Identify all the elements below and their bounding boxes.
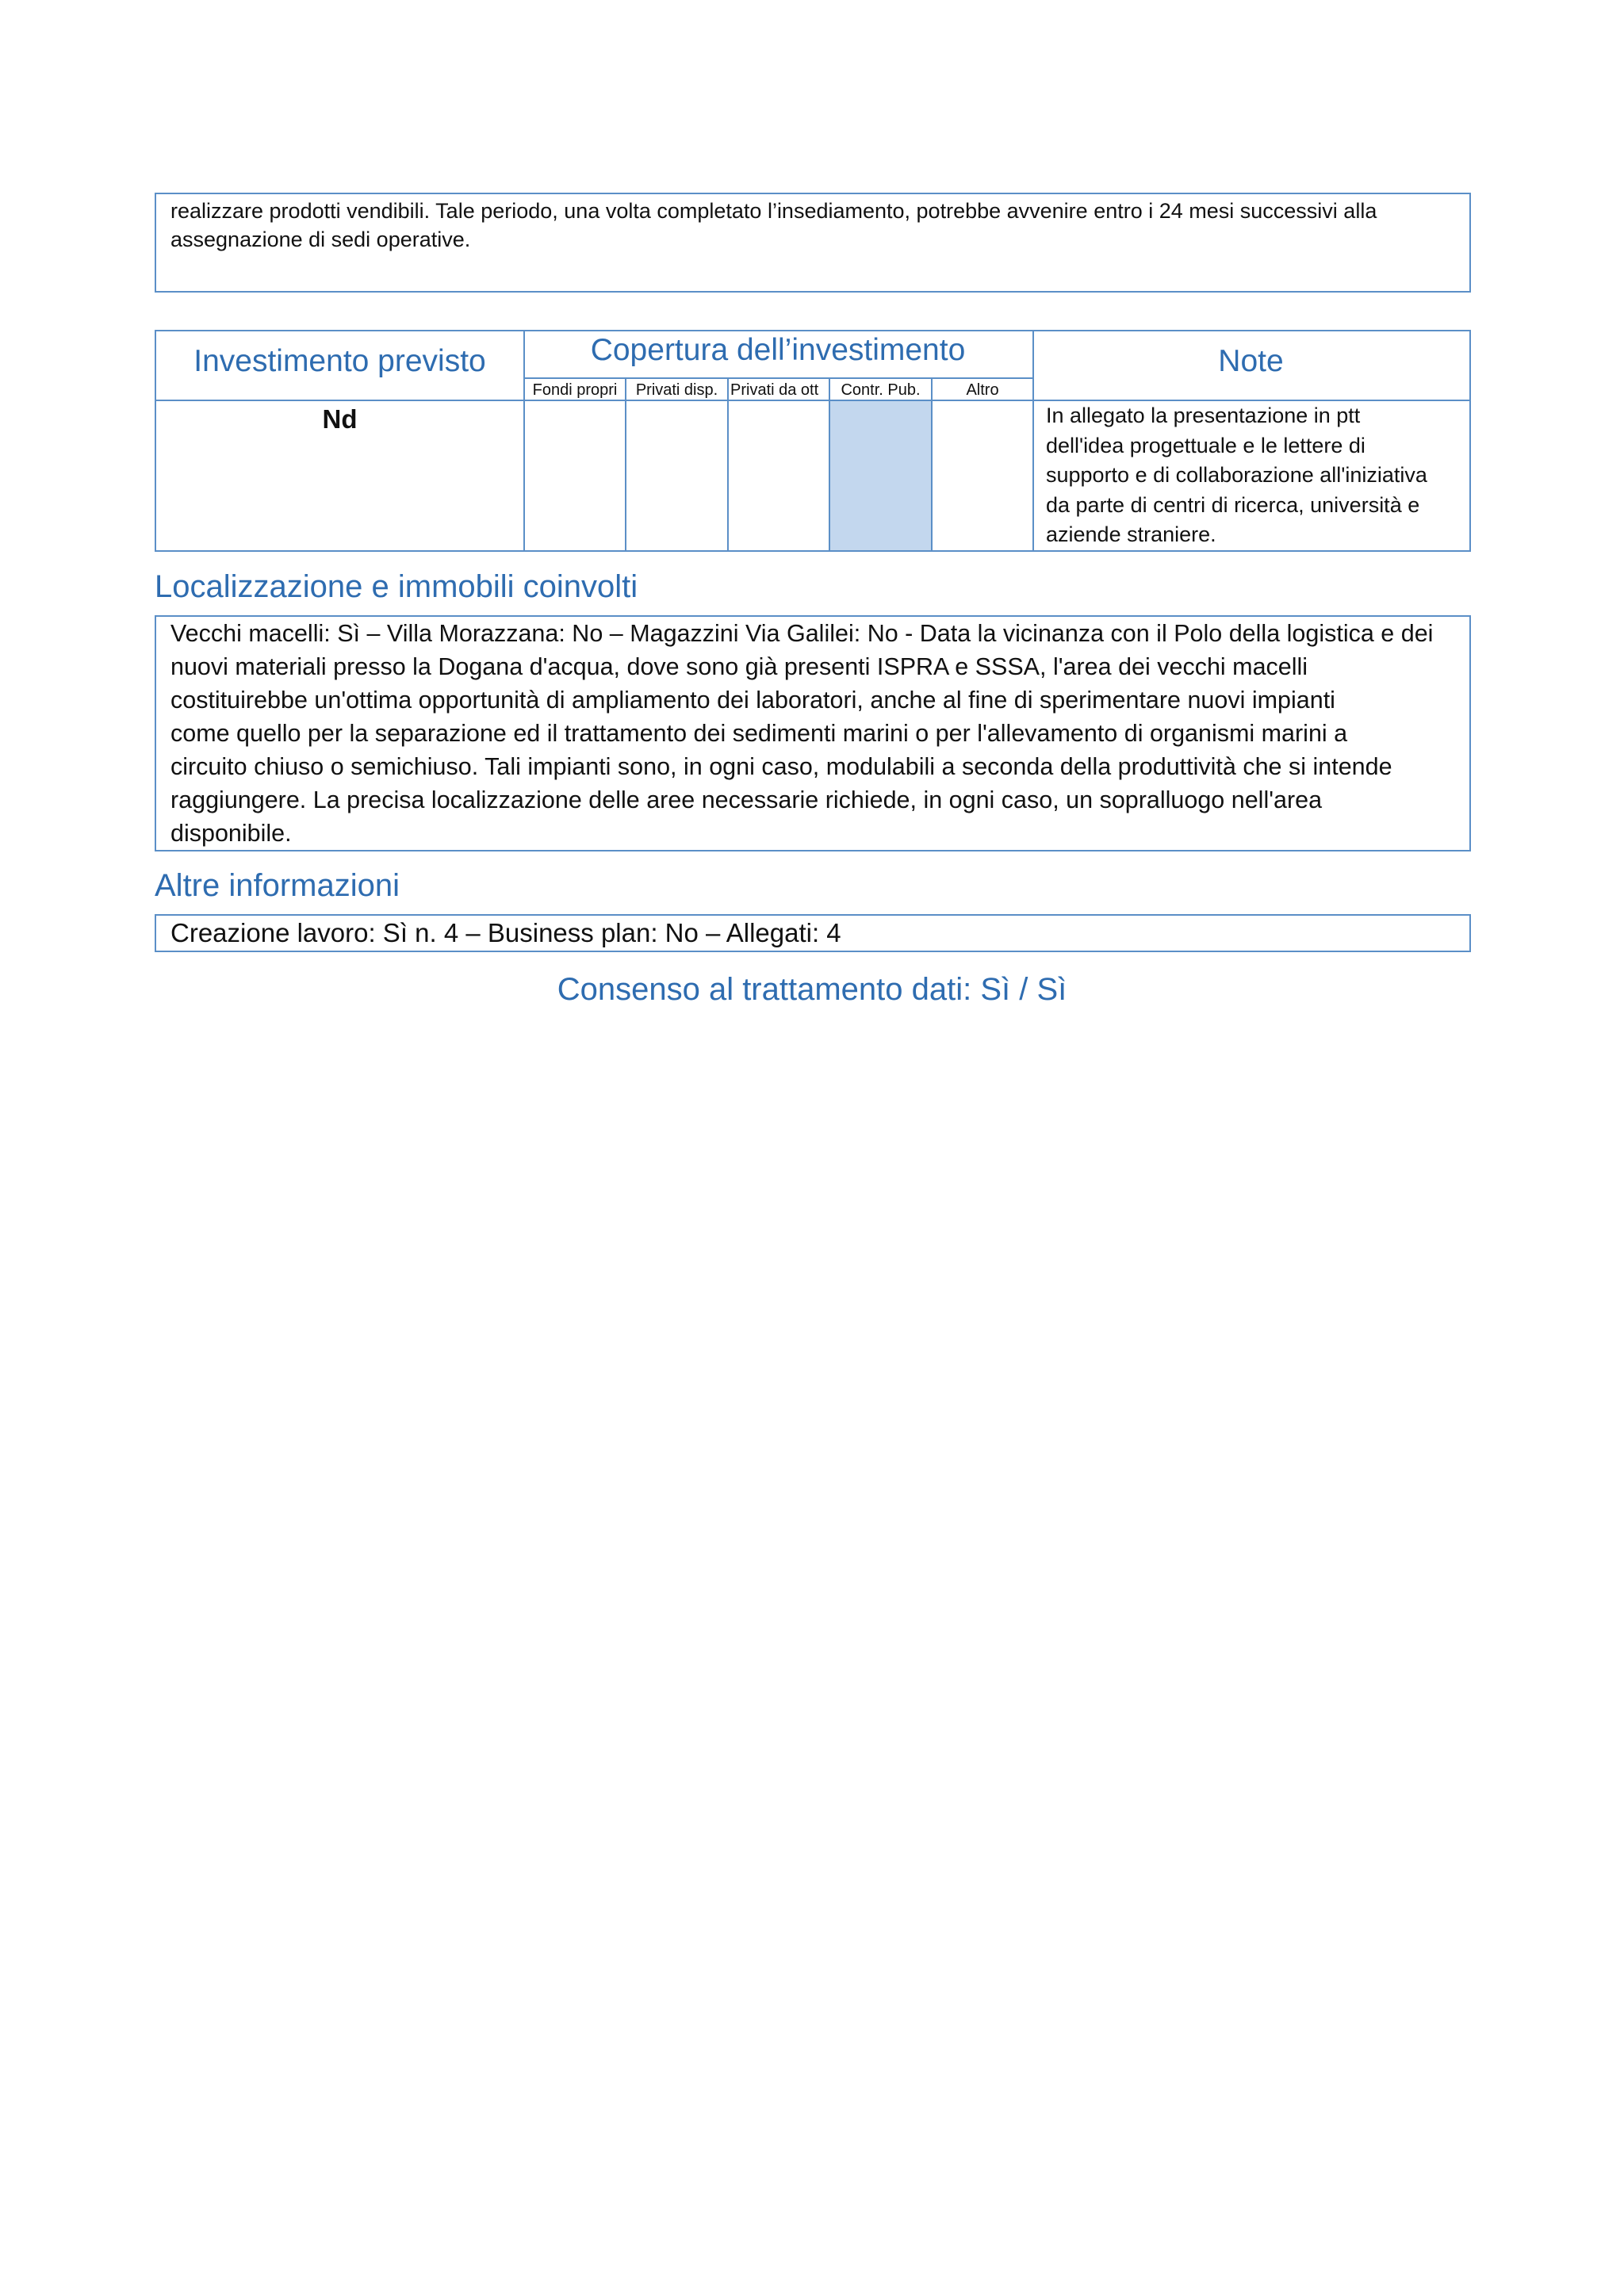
description-continuation-box <box>155 193 1471 293</box>
location-line-5: circuito chiuso o semichiuso. Tali impianti sono, in ogni caso, modulabili a seconda della produttività che si intende <box>170 753 1392 780</box>
note-line-3: supporto e di collaborazione all'iniziativa <box>1046 463 1427 487</box>
subheader-contr-pub: Contr. Pub. <box>841 381 921 399</box>
subheader-fondi-propri: Fondi propri <box>532 381 618 399</box>
header-investimento-previsto: Investimento previsto <box>193 344 486 378</box>
location-line-1: Vecchi macelli: Sì – Villa Morazzana: No – Magazzini Via Galilei: No - Data la vicinanza con il Polo della logistica e dei <box>170 620 1434 647</box>
description-line-2: assegnazione di sedi operative. <box>170 228 471 251</box>
location-heading: Localizzazione e immobili coinvolti <box>155 569 638 604</box>
location-line-3: costituirebbe un'ottima opportunità di ampliamento dei laboratori, anche al fine di sperimentare nuovi impianti <box>170 687 1335 714</box>
location-box <box>155 615 1471 851</box>
note-line-5: aziende straniere. <box>1046 522 1216 546</box>
note-line-4: da parte di centri di ricerca, università e <box>1046 492 1420 517</box>
description-line-1: realizzare prodotti vendibili. Tale periodo, una volta completato l’insediamento, potrebbe avvenire entro i 24 mesi successivi alla <box>170 199 1377 223</box>
note-line-1: In allegato la presentazione in ptt <box>1046 404 1361 427</box>
location-line-6: raggiungere. La precisa localizzazione delle aree necessarie richiede, in ogni caso, un sopralluogo nell'area <box>170 786 1323 813</box>
investment-value: Nd <box>322 404 358 434</box>
header-note: Note <box>1218 344 1284 378</box>
note-line-2: dell'idea progettuale e le lettere di <box>1046 433 1365 457</box>
investment-table <box>155 330 1471 552</box>
subheader-privati-disp: Privati disp. <box>635 381 718 399</box>
contr-pub-highlight-cell <box>830 401 931 550</box>
other-info-text: Creazione lavoro: Sì n. 4 – Business plan: No – Allegati: 4 <box>170 918 841 947</box>
other-info-heading: Altre informazioni <box>155 868 400 903</box>
location-line-4: come quello per la separazione ed il trattamento dei sedimenti marini o per l'allevamento di organismi marini a <box>170 720 1348 747</box>
location-line-7: disponibile. <box>170 820 292 847</box>
investment-notes <box>1046 401 1466 550</box>
subheader-privati-da-ott: Privati da ott <box>730 381 819 399</box>
location-line-2: nuovi materiali presso la Dogana d'acqua, dove sono già presenti ISPRA e SSSA, l'area dei vecchi macelli <box>170 653 1308 680</box>
subheader-altro: Altro <box>966 381 999 399</box>
consent-line: Consenso al trattamento dati: Sì / Sì <box>557 972 1067 1007</box>
header-copertura-investimento: Copertura dell’investimento <box>590 333 966 367</box>
other-info-box <box>155 914 1471 952</box>
